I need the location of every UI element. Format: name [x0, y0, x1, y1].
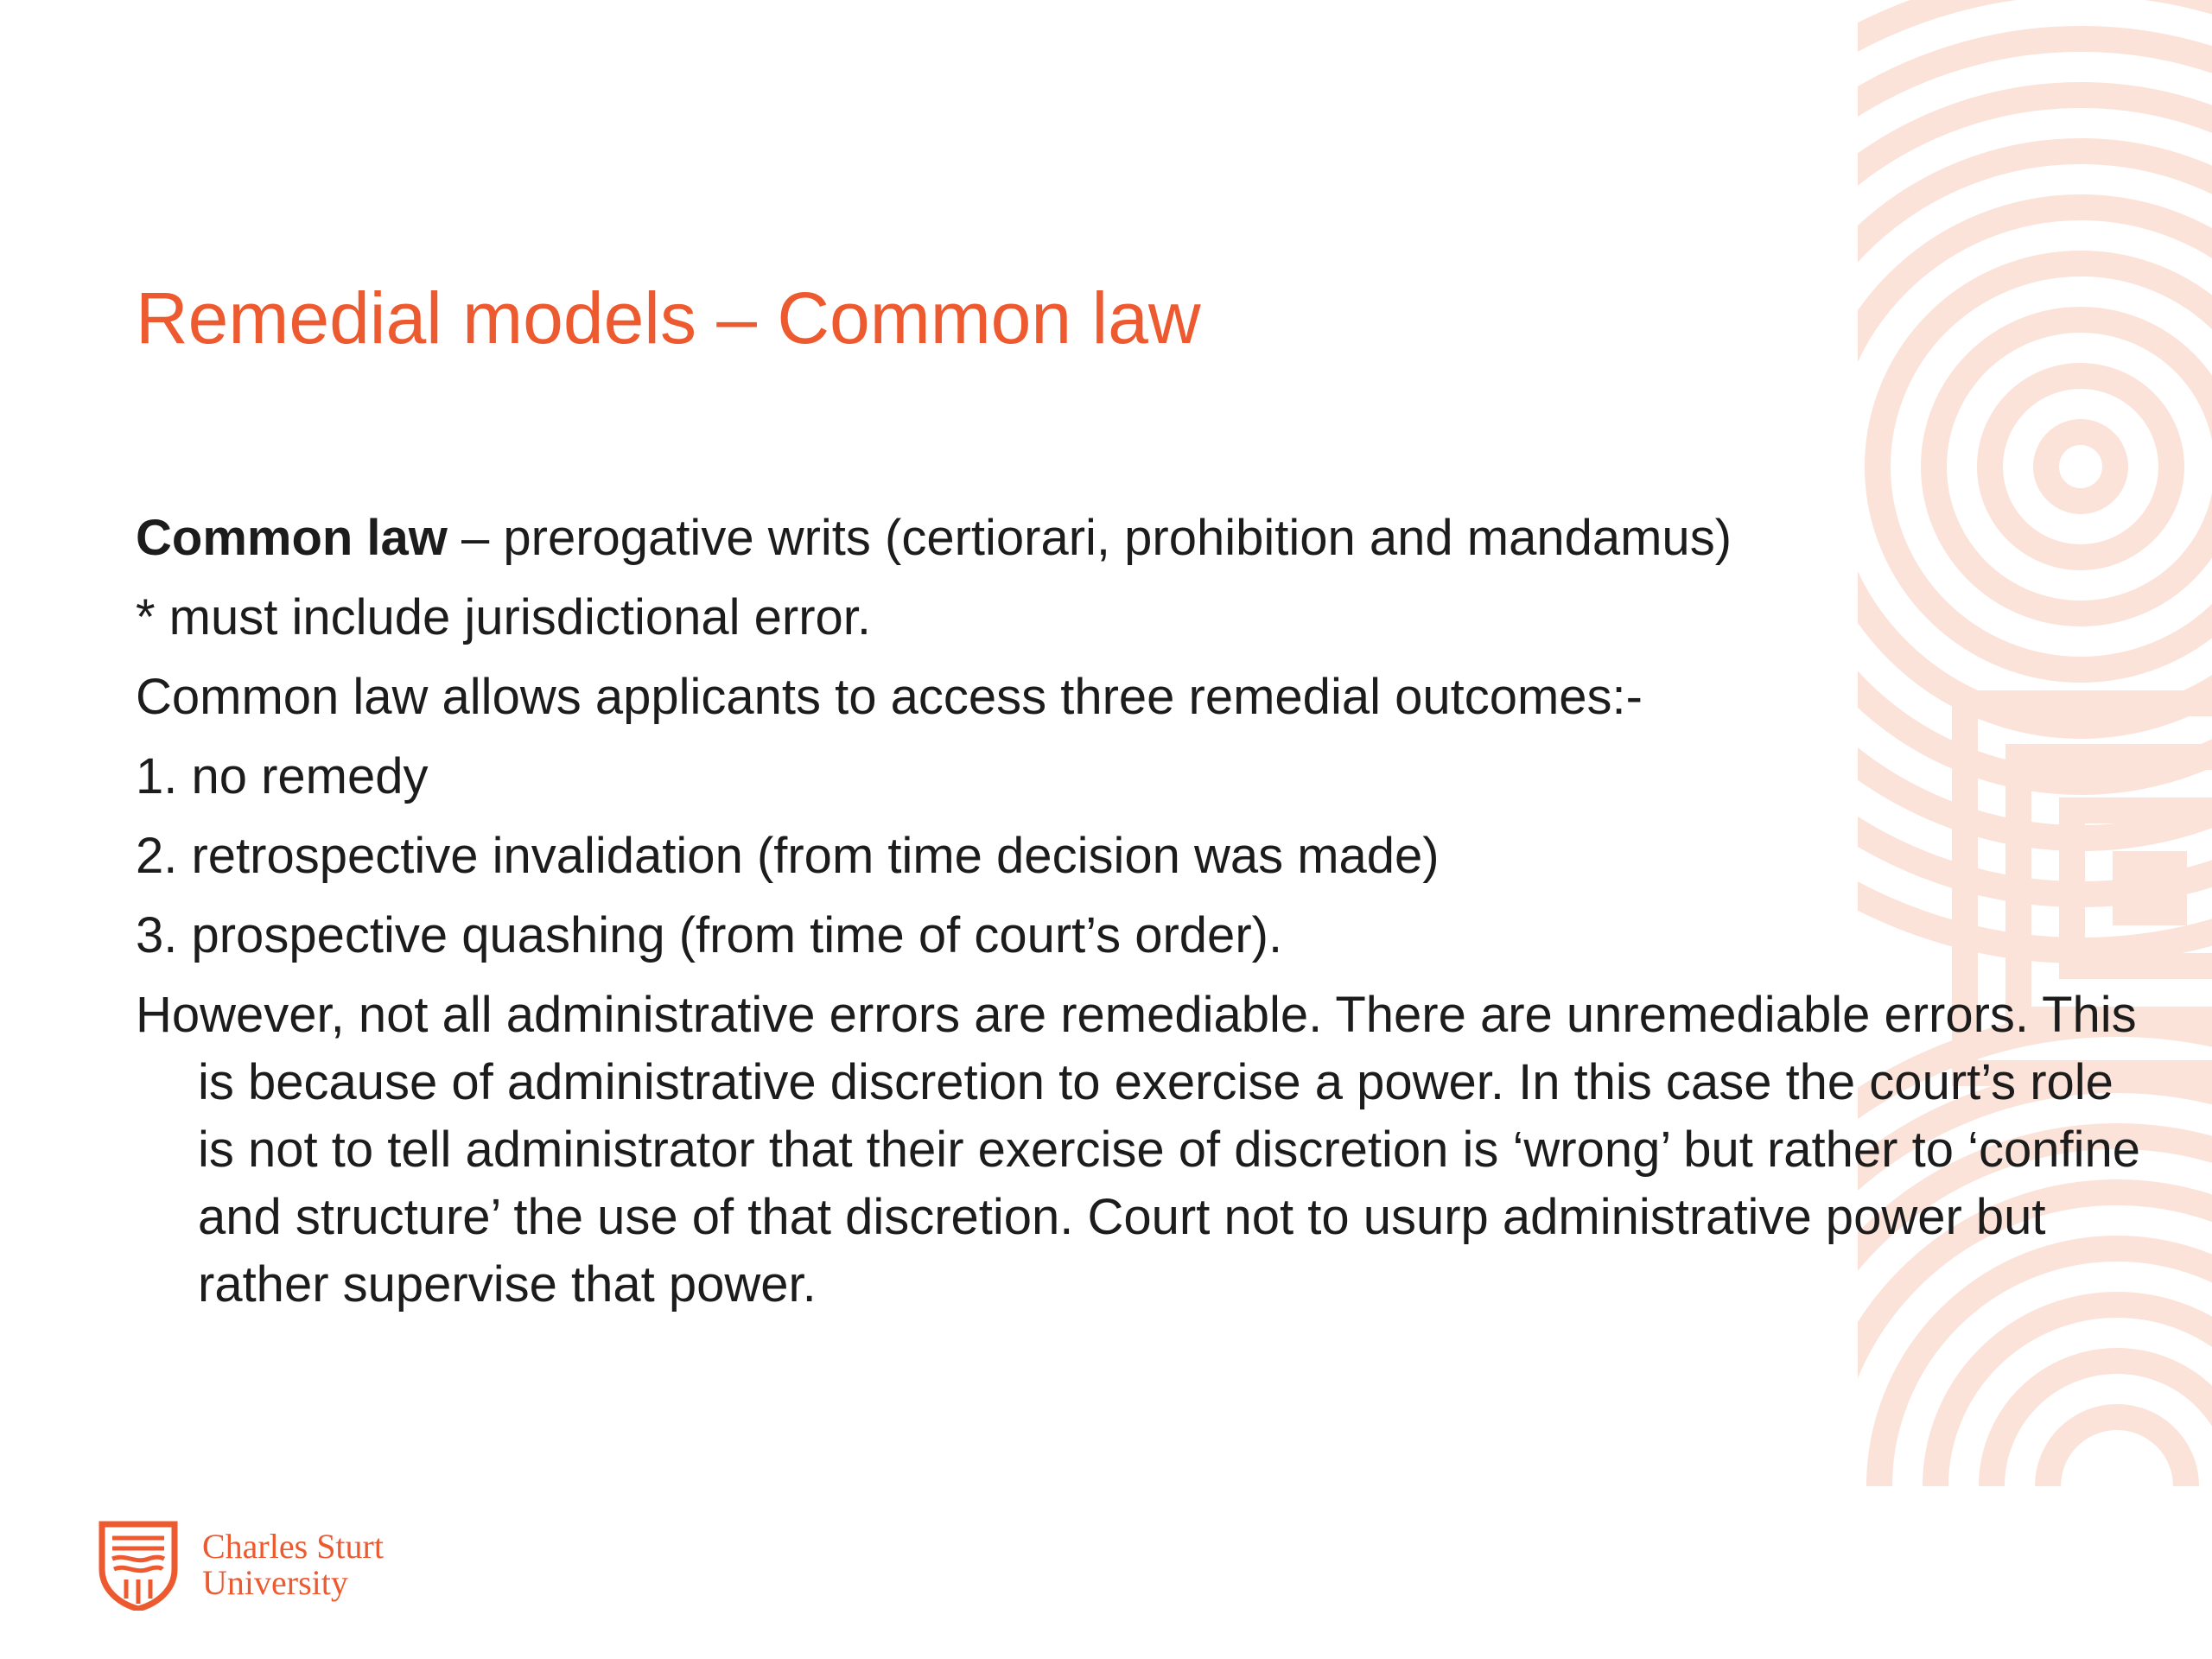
logo-wordmark	[202, 1529, 384, 1601]
logo-line-1: Charles Sturt	[202, 1527, 384, 1566]
decorative-ring	[2048, 1417, 2186, 1486]
slide-body	[136, 505, 2141, 1319]
note-line: * must include jurisdictional error.	[136, 589, 872, 645]
outcome-item-3: 3. prospective quashing (from time of court’s order).	[136, 907, 1283, 963]
university-logo	[97, 1519, 384, 1611]
shield-crest-icon	[97, 1519, 180, 1611]
discussion-paragraph: However, not all administrative errors are remediable. There are unremediable errors. This is because of administrative discretion to exercise a power. In this case the court’s role is not to tell administrator that their exercise of discretion is ‘wrong’ but rather to ‘confine and structure’ the use of that discretion. Court not to usurp administrative power but rather supervise that power.	[136, 987, 2141, 1313]
outcome-item-1: 1. no remedy	[136, 748, 429, 804]
logo-line-2: University	[202, 1563, 348, 1602]
intro-line	[136, 505, 2088, 572]
intro-bold: Common law	[136, 510, 448, 566]
outcome-item-2: 2. retrospective invalidation (from time decision was made)	[136, 828, 1440, 884]
intro-rest: – prerogative writs (certiorari, prohibition and mandamus)	[447, 510, 1732, 566]
decorative-ring	[2046, 432, 2115, 501]
slide-title: Remedial models – Common law	[136, 277, 1201, 359]
outcomes-intro: Common law allows applicants to access three remedial outcomes:-	[136, 669, 1643, 725]
